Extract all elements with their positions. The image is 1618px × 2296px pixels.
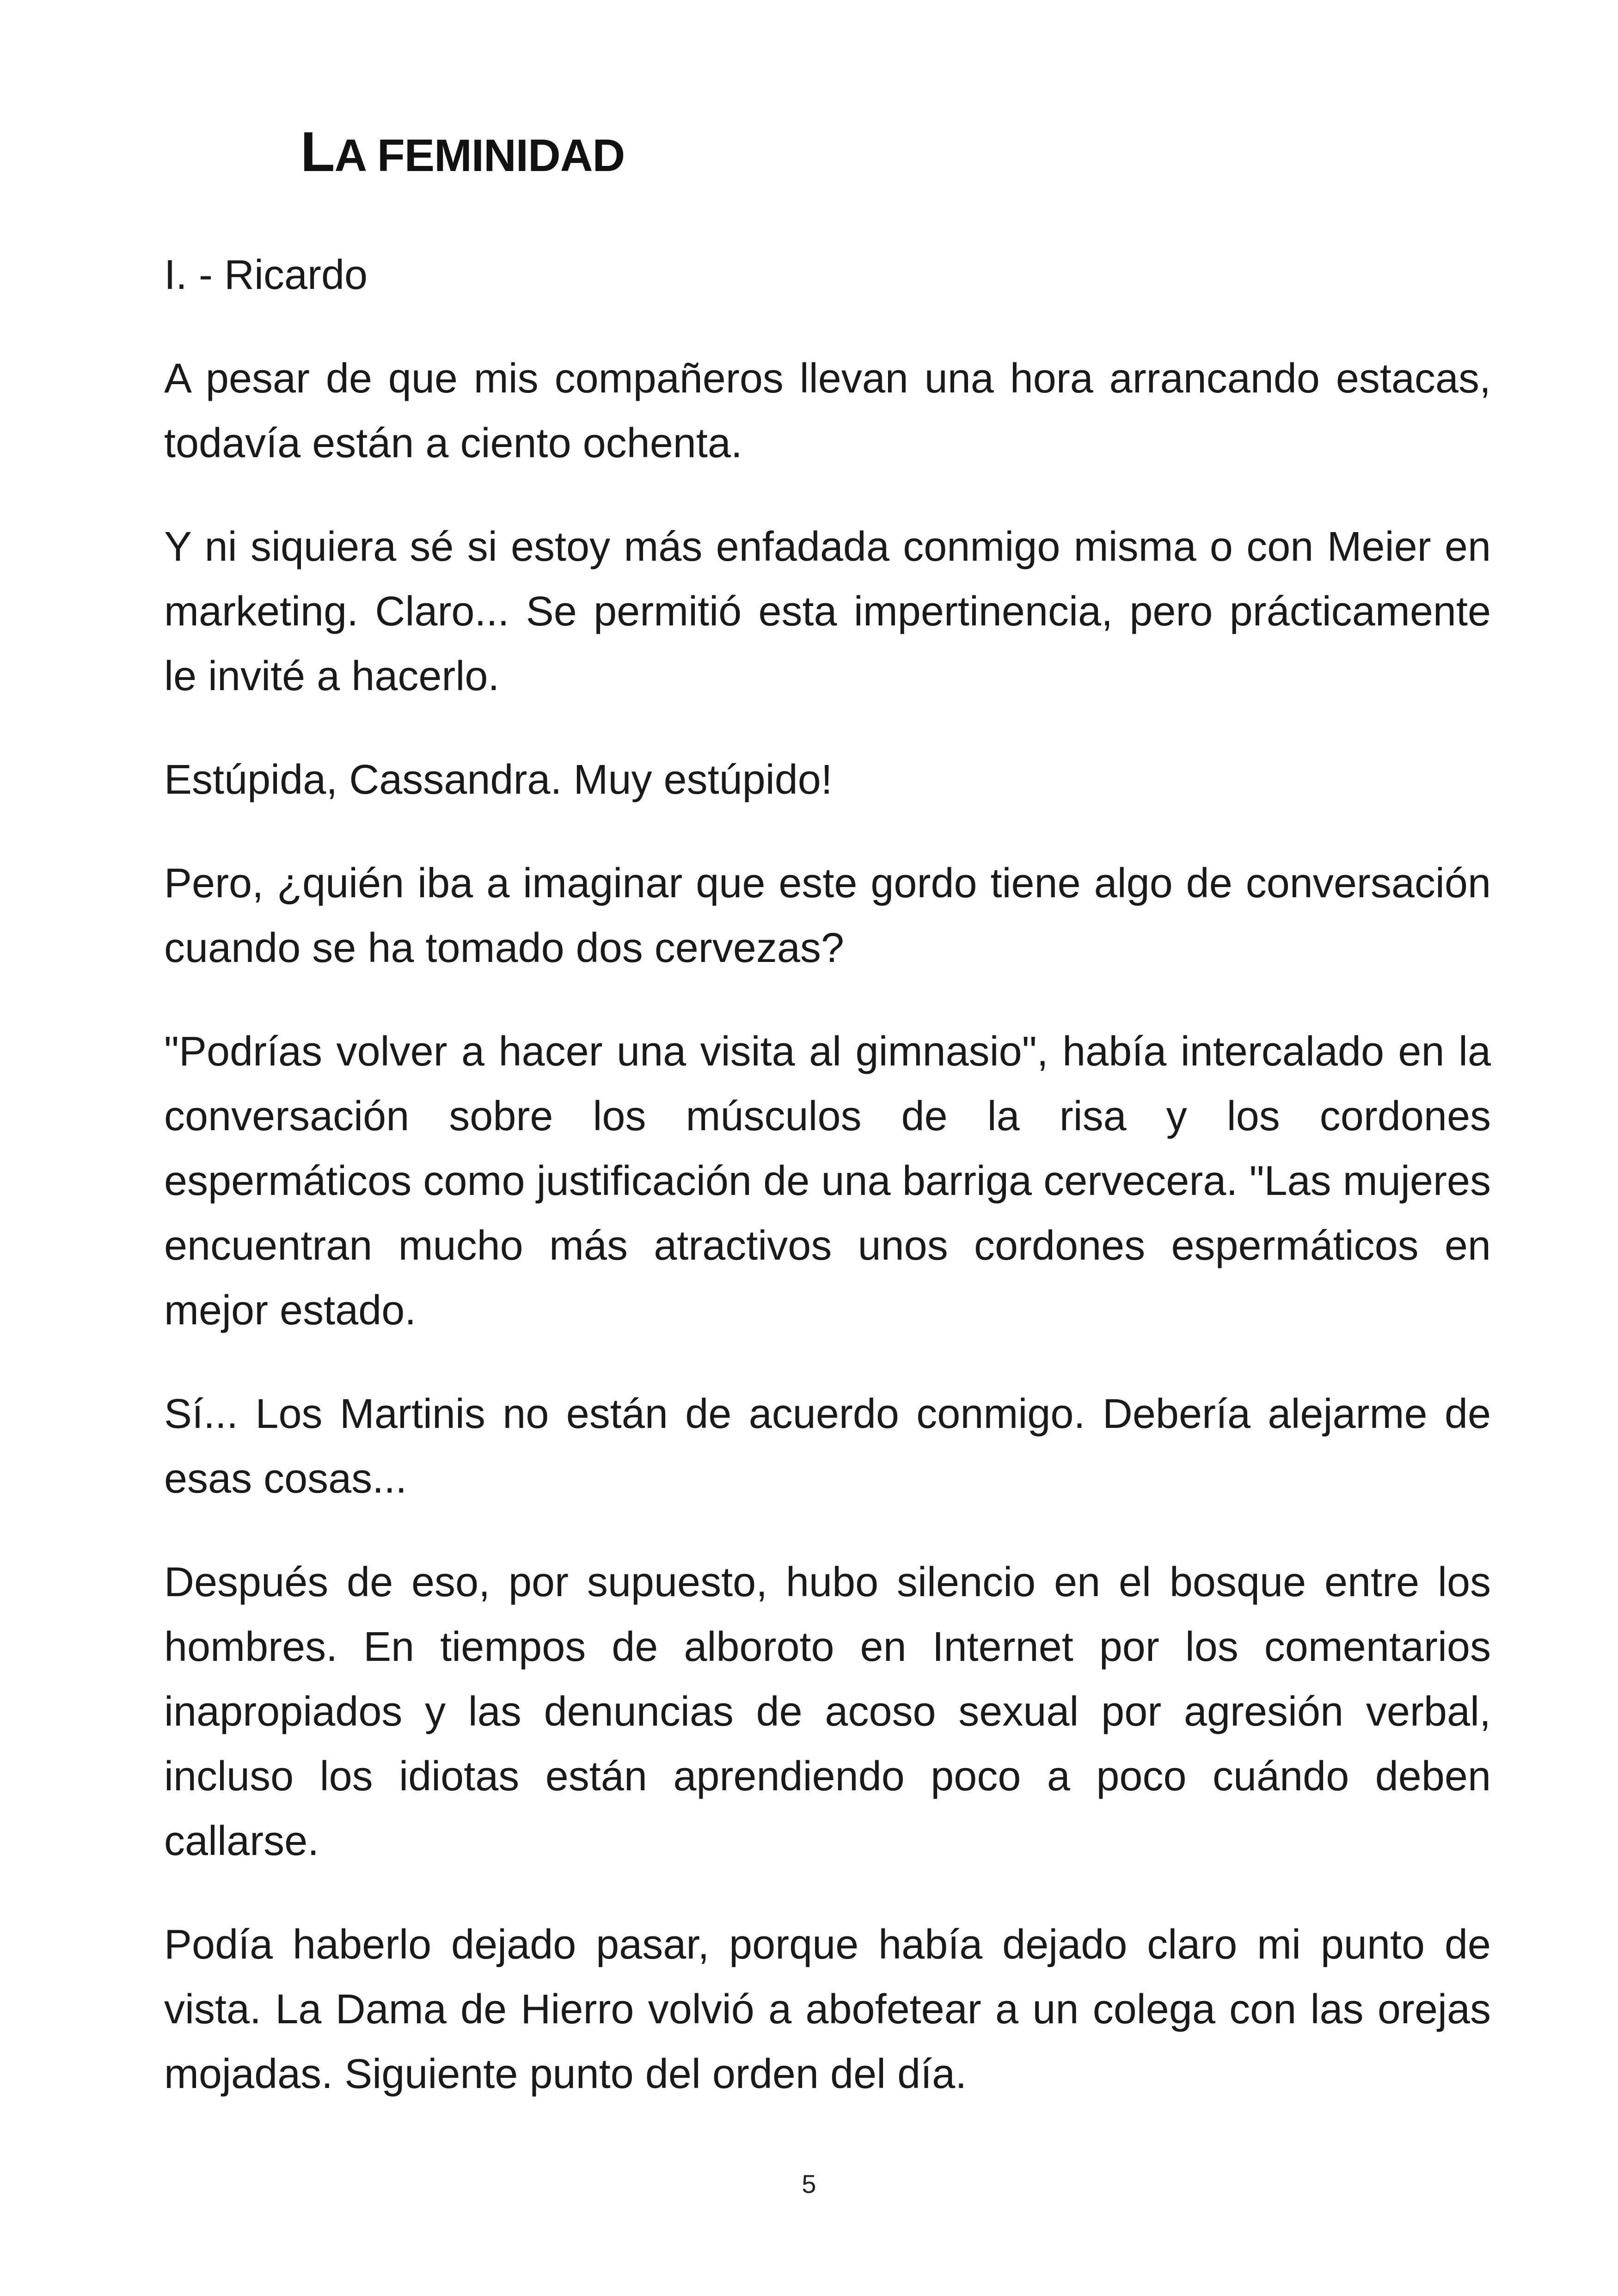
paragraph: Pero, ¿quién iba a imaginar que este gordo tiene algo de conversación cuando se ha tomado dos cervezas? <box>164 860 1491 971</box>
paragraph: Sí... Los Martinis no están de acuerdo conmigo. Debería alejarme de esas cosas... <box>164 1391 1491 1502</box>
paragraph: A pesar de que mis compañeros llevan una hora arrancando estacas, todavía están a ciento ochenta. <box>164 355 1491 466</box>
section-subtitle: I. - Ricardo <box>164 252 368 298</box>
chapter-title-initial: L <box>300 120 335 183</box>
chapter-title-rest: A FEMINIDAD <box>334 130 625 181</box>
chapter-title <box>300 118 625 185</box>
paragraph: Y ni siquiera sé si estoy más enfadada conmigo misma o con Meier en marketing. Claro... Se permitió esta impertinencia, pero prácticamente le invité a hacerlo. <box>164 524 1491 699</box>
paragraph: Después de eso, por supuesto, hubo silencio en el bosque entre los hombres. En tiempos de alboroto en Internet por los comentarios inapropiados y las denuncias de acoso sexual por agresión verbal, incluso los idiotas están aprendiendo poco a poco cuándo deben callarse. <box>164 1559 1491 1864</box>
paragraph: Podía haberlo dejado pasar, porque había dejado claro mi punto de vista. La Dama de Hierro volvió a abofetear a un colega con las orejas mojadas. Siguiente punto del orden del día. <box>164 1922 1491 2097</box>
page-number: 5 <box>802 2169 816 2198</box>
paragraph: "Podrías volver a hacer una visita al gimnasio", había intercalado en la conversación sobre los músculos de la risa y los cordones espermáticos como justificación de una barriga cervecera. "Las mujeres encuentran mucho más atractivos unos cordones espermáticos en mejor estado. <box>164 1029 1491 1334</box>
page-body <box>164 243 1491 2145</box>
paragraph: Estúpida, Cassandra. Muy estúpido! <box>164 757 833 803</box>
